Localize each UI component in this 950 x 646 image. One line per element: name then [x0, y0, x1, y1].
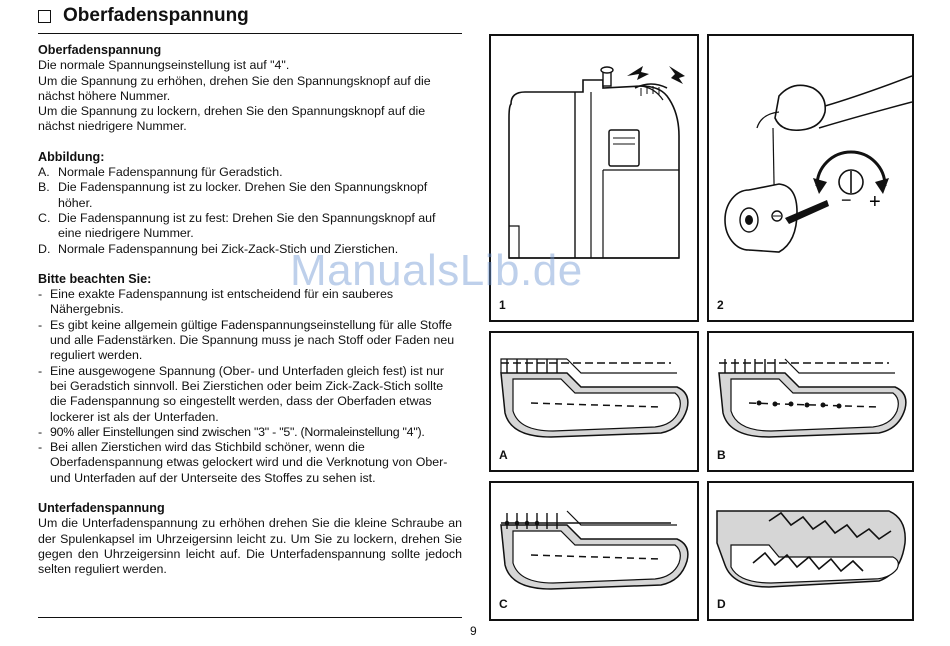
bobbin-case-illustration [709, 36, 912, 320]
stitch-c-illustration [491, 483, 697, 619]
upper-line-1: Die normale Spannungseinstellung ist auf "4". [38, 58, 290, 73]
notes-heading: Bitte beachten Sie: [38, 271, 152, 286]
figure-item-d: D. Normale Fadenspannung bei Zick-Zack-Stich und Zierstichen. [38, 241, 399, 256]
illustration-panel-2 [707, 34, 914, 322]
stitch-d-illustration [709, 483, 912, 619]
panel-label-b: B [717, 448, 726, 462]
panel-label-c: C [499, 597, 508, 611]
illustration-panel-a [489, 331, 699, 472]
illustration-panel-1 [489, 34, 699, 322]
figure-item-a: A. Normale Fadenspannung für Geradstich. [38, 165, 283, 180]
lower-heading: Unterfadenspannung [38, 501, 165, 516]
upper-line-3: Um die Spannung zu lockern, drehen Sie den Spannungsknopf auf die nächst niedrigere Nummer. [38, 104, 426, 134]
figure-heading: Abbildung: [38, 149, 105, 164]
page-title: Oberfadenspannung [63, 5, 249, 26]
upper-line-2: Um die Spannung zu erhöhen, drehen Sie den Spannungsknopf auf die nächst höhere Nummer. [38, 73, 431, 103]
note-item-5: - Bei allen Zierstichen wird das Stichbild schöner, wenn die Oberfadenspannung etwas gelockert wird und die Verknotung von Ober- und Unterfaden auf der Unterseite des Stoffes zu sehen ist. [38, 440, 448, 485]
panel-label-a: A [499, 448, 508, 462]
note-item-4: - 90% aller Einstellungen sind zwischen "3" - "5". (Normaleinstellung "4"). [38, 424, 425, 439]
plus-symbol: + [869, 191, 881, 213]
minus-symbol: − [841, 190, 852, 210]
text-column [38, 43, 462, 578]
illustration-panel-b [707, 331, 914, 472]
stitch-a-illustration [491, 333, 697, 470]
upper-heading: Oberfadenspannung [38, 43, 162, 57]
page-number: 9 [470, 624, 477, 638]
page-heading [38, 5, 249, 27]
note-item-2: - Es gibt keine allgemein gültige Fadenspannungseinstellung für alle Stoffe und alle Fadenstärken. Die Spannung muss je nach Stoff oder Faden neu reguliert werden. [38, 317, 455, 363]
panel-label-1: 1 [499, 298, 506, 312]
figure-item-c: C. Die Fadenspannung ist zu fest: Drehen Sie den Spannungsknopf auf eine niedrigere Nummer. [38, 210, 436, 241]
watermark: ManualsLib.de [290, 246, 583, 295]
note-item-3: - Eine ausgewogene Spannung (Ober- und Unterfaden gleich fest) ist nur bei Geradstich sinnvoll. Bei Zierstichen oder beim Zick-Zack-Stich sollte die Fadenspannung so eingestellt werden, dass der Oberfaden etwas lockerer ist als der Unterfaden. [38, 363, 444, 424]
figure-item-b: B. Die Fadenspannung ist zu locker. Drehen Sie den Spannungsknopf höher. [38, 180, 428, 210]
machine-tension-illustration [491, 36, 697, 320]
illustration-panel-d [707, 481, 914, 621]
lower-text: Um die Unterfadenspannung zu erhöhen drehen Sie die kleine Schraube an der Spulenkapsel im Uhrzeigersinn leicht zu. Um Sie zu lockern, drehen Sie gegen den Uhrzeigersinn leicht auf. Die Unterfadenspannung sollte jedoch selten reguliert werden. [38, 516, 462, 577]
note-item-1: - Eine exakte Fadenspannung ist entscheidend für ein sauberes Nähergebnis. [38, 287, 394, 317]
top-rule [38, 33, 462, 34]
stitch-b-illustration [709, 333, 912, 470]
bottom-rule [38, 617, 462, 618]
checkbox-icon [38, 10, 51, 23]
panel-label-2: 2 [717, 298, 724, 312]
panel-label-d: D [717, 597, 726, 611]
illustration-panel-c [489, 481, 699, 621]
